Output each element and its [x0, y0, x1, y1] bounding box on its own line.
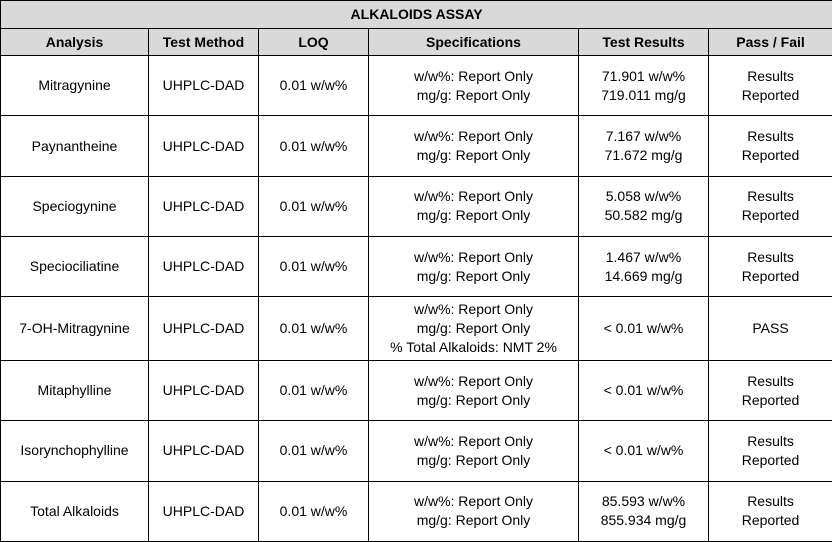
specifications-cell — [369, 360, 579, 420]
specification-line: w/w%: Report Only — [413, 128, 534, 145]
result-line: 85.593 w/w% — [601, 493, 686, 510]
test-results-cell — [579, 481, 709, 541]
test-results-cell — [579, 176, 709, 236]
result-line: 5.058 w/w% — [605, 188, 682, 205]
specification-line: w/w%: Report Only — [413, 372, 534, 389]
table-row — [1, 56, 832, 116]
result-line: 719.011 mg/g — [601, 86, 686, 103]
loq-cell: 0.01 w/w% — [259, 360, 369, 420]
table-row — [1, 237, 832, 297]
pass-fail-cell — [709, 481, 832, 541]
status-line: Reported — [741, 512, 800, 529]
pass-fail-cell — [709, 56, 832, 116]
status-line: Results — [747, 67, 794, 84]
table-row — [1, 481, 832, 541]
result-line: 7.167 w/w% — [605, 128, 682, 145]
result-line: 71.672 mg/g — [604, 147, 683, 164]
specification-line: w/w%: Report Only — [413, 67, 534, 84]
specifications-cell — [369, 297, 579, 360]
test-method-cell: UHPLC-DAD — [149, 116, 259, 176]
result-line: 50.582 mg/g — [604, 207, 683, 224]
loq-cell: 0.01 w/w% — [259, 297, 369, 360]
test-method-cell: UHPLC-DAD — [149, 360, 259, 420]
specification-line: mg/g: Report Only — [416, 451, 531, 468]
specification-line: % Total Alkaloids: NMT 2% — [390, 339, 557, 356]
status-line: PASS — [752, 320, 789, 337]
status-line: Results — [747, 128, 794, 145]
header-row — [1, 29, 832, 56]
specifications-cell — [369, 421, 579, 481]
analysis-cell: Mitaphylline — [1, 360, 149, 420]
status-line: Results — [747, 248, 794, 265]
test-results-cell — [579, 360, 709, 420]
test-method-cell: UHPLC-DAD — [149, 176, 259, 236]
loq-cell: 0.01 w/w% — [259, 116, 369, 176]
table-row — [1, 297, 832, 360]
pass-fail-cell — [709, 116, 832, 176]
table-title: ALKALOIDS ASSAY — [1, 1, 832, 29]
specification-line: w/w%: Report Only — [413, 432, 534, 449]
status-line: Reported — [741, 147, 800, 164]
analysis-cell: 7-OH-Mitragynine — [1, 297, 149, 360]
specification-line: mg/g: Report Only — [416, 320, 531, 337]
analysis-cell: Paynantheine — [1, 116, 149, 176]
status-line: Reported — [741, 391, 800, 408]
status-line: Results — [747, 432, 794, 449]
header-test-method: Test Method — [149, 29, 259, 56]
table-row — [1, 360, 832, 420]
specifications-cell — [369, 176, 579, 236]
analysis-cell: Speciociliatine — [1, 237, 149, 297]
result-line: < 0.01 w/w% — [603, 442, 684, 459]
specifications-cell — [369, 116, 579, 176]
specification-line: w/w%: Report Only — [413, 188, 534, 205]
loq-cell: 0.01 w/w% — [259, 237, 369, 297]
test-results-cell — [579, 421, 709, 481]
pass-fail-cell — [709, 237, 832, 297]
status-line: Reported — [741, 86, 800, 103]
test-method-cell: UHPLC-DAD — [149, 421, 259, 481]
pass-fail-cell — [709, 176, 832, 236]
loq-cell: 0.01 w/w% — [259, 421, 369, 481]
header-test-results: Test Results — [579, 29, 709, 56]
analysis-cell: Speciogynine — [1, 176, 149, 236]
pass-fail-cell — [709, 360, 832, 420]
header-specifications: Specifications — [369, 29, 579, 56]
loq-cell: 0.01 w/w% — [259, 56, 369, 116]
table-row — [1, 116, 832, 176]
analysis-cell: Mitragynine — [1, 56, 149, 116]
test-method-cell: UHPLC-DAD — [149, 237, 259, 297]
status-line: Reported — [741, 451, 800, 468]
status-line: Reported — [741, 207, 800, 224]
result-line: < 0.01 w/w% — [603, 320, 684, 337]
table-body — [1, 56, 832, 542]
result-line: 855.934 mg/g — [600, 512, 687, 529]
table-row — [1, 176, 832, 236]
specifications-cell — [369, 237, 579, 297]
specification-line: w/w%: Report Only — [413, 301, 534, 318]
specification-line: mg/g: Report Only — [416, 391, 531, 408]
header-loq: LOQ — [259, 29, 369, 56]
specification-line: mg/g: Report Only — [416, 512, 531, 529]
specification-line: mg/g: Report Only — [416, 267, 531, 284]
test-results-cell — [579, 297, 709, 360]
result-line: 71.901 w/w% — [601, 67, 686, 84]
result-line: < 0.01 w/w% — [603, 382, 684, 399]
loq-cell: 0.01 w/w% — [259, 176, 369, 236]
specifications-cell — [369, 481, 579, 541]
header-analysis: Analysis — [1, 29, 149, 56]
status-line: Reported — [741, 267, 800, 284]
test-method-cell: UHPLC-DAD — [149, 56, 259, 116]
pass-fail-cell — [709, 297, 832, 360]
test-results-cell — [579, 116, 709, 176]
status-line: Results — [747, 188, 794, 205]
analysis-cell: Total Alkaloids — [1, 481, 149, 541]
test-results-cell — [579, 237, 709, 297]
pass-fail-cell — [709, 421, 832, 481]
loq-cell: 0.01 w/w% — [259, 481, 369, 541]
result-line: 14.669 mg/g — [604, 267, 683, 284]
result-line: 1.467 w/w% — [605, 248, 682, 265]
analysis-cell: Isorynchophylline — [1, 421, 149, 481]
specification-line: w/w%: Report Only — [413, 248, 534, 265]
test-method-cell: UHPLC-DAD — [149, 481, 259, 541]
specifications-cell — [369, 56, 579, 116]
specification-line: w/w%: Report Only — [413, 493, 534, 510]
test-results-cell — [579, 56, 709, 116]
specification-line: mg/g: Report Only — [416, 207, 531, 224]
status-line: Results — [747, 493, 794, 510]
specification-line: mg/g: Report Only — [416, 147, 531, 164]
status-line: Results — [747, 372, 794, 389]
test-method-cell: UHPLC-DAD — [149, 297, 259, 360]
header-pass-fail: Pass / Fail — [709, 29, 832, 56]
specification-line: mg/g: Report Only — [416, 86, 531, 103]
table-row — [1, 421, 832, 481]
